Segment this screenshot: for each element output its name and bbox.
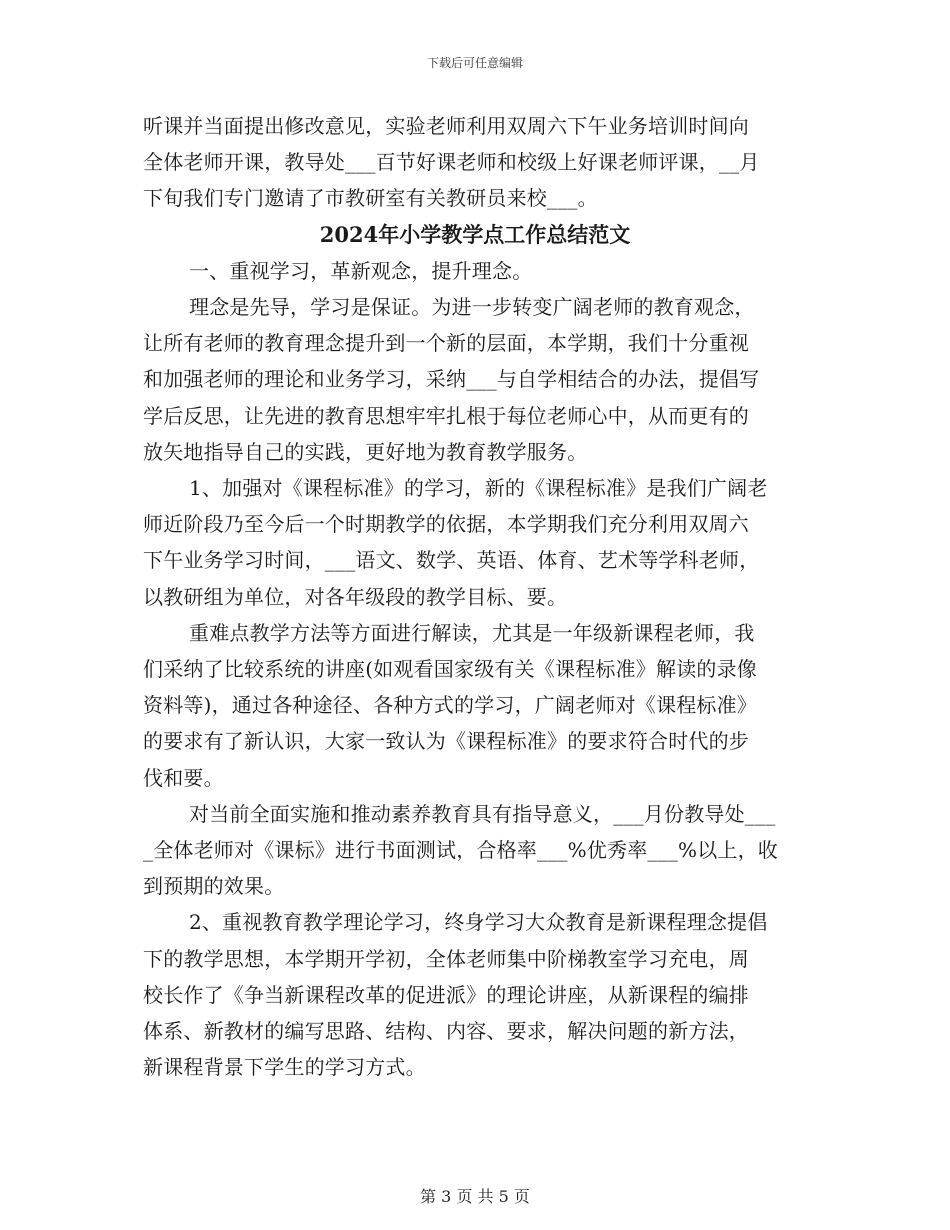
paragraph-line: 伐和要。: [143, 765, 224, 790]
paragraph-line: 师近阶段乃至今后一个时期教学的依据，本学期我们充分利用双周六: [143, 512, 749, 537]
paragraph-line: 下的教学思想，本学期开学初，全体老师集中阶梯教室学习充电，周: [143, 946, 749, 971]
page-number: 第 3 页 共 5 页: [420, 1187, 530, 1206]
paragraph-first-line: 一、重视学习，革新观念，提升理念。: [189, 258, 533, 283]
paragraph-line: 让所有老师的教育理念提升到一个新的层面，本学期，我们十分重视: [143, 331, 749, 356]
paragraph-line: 体系、新教材的编写思路、结构、内容、要求，解决问题的新方法，: [143, 1019, 749, 1044]
paragraph-first-line: 2、重视教育教学理论学习，终身学习大众教育是新课程理念提倡: [189, 910, 768, 935]
paragraph-line: 校长作了《争当新课程改革的促进派》的理论讲座，从新课程的编排: [143, 982, 749, 1007]
paragraph-line: 学后反思，让先进的教育思想牢牢扎根于每位老师心中，从而更有的: [143, 403, 749, 428]
paragraph-line: 以教研组为单位，对各年级段的教学目标、要。: [143, 584, 568, 609]
paragraph-line: 全体老师开课，教导处___百节好课老师和校级上好课老师评课，__月: [143, 150, 760, 175]
paragraph-line: 和加强老师的理论和业务学习，采纳___与自学相结合的办法，提倡写: [143, 367, 760, 392]
paragraph-line: 放矢地指导自己的实践，更好地为教育教学服务。: [143, 439, 588, 464]
paragraph-line: _全体老师对《课标》进行书面测试，合格率___%优秀率___%以上，收: [143, 838, 779, 863]
paragraph-first-line: 重难点教学方法等方面进行解读，尤其是一年级新课程老师，我: [189, 620, 755, 645]
paragraph-line: 们采纳了比较系统的讲座(如观看国家级有关《课程标准》解读的录像: [143, 657, 758, 682]
paragraph-first-line: 1、加强对《课程标准》的学习，新的《课程标准》是我们广阔老: [189, 476, 768, 501]
header-note: 下载后可任意编辑: [426, 56, 523, 70]
paragraph-line: 下午业务学习时间，___语文、数学、英语、体育、艺术等学科老师，: [143, 548, 760, 573]
paragraph-first-line: 理念是先导，学习是保证。为进一步转变广阔老师的教育观念，: [189, 295, 755, 320]
paragraph-line: 新课程背景下学生的学习方式。: [143, 1055, 426, 1080]
paragraph-first-line: 对当前全面实施和推动素养教育具有指导意义，___月份教导处___: [189, 801, 776, 826]
paragraph-line: 资料等)，通过各种途径、各种方式的学习，广阔老师对《课程标准》: [143, 693, 758, 718]
paragraph-line: 下旬我们专门邀请了市教研室有关教研员来校___。: [143, 186, 598, 211]
paragraph-line: 到预期的效果。: [143, 874, 285, 899]
paragraph-line: 听课并当面提出修改意见，实验老师利用双周六下午业务培训时间向: [143, 114, 749, 138]
document-body: [143, 108, 807, 1085]
paragraph-line: 的要求有了新认识，大家一致认为《课程标准》的要求符合时代的步: [143, 729, 749, 754]
section-title: 2024年小学教学点工作总结范文: [319, 221, 631, 247]
